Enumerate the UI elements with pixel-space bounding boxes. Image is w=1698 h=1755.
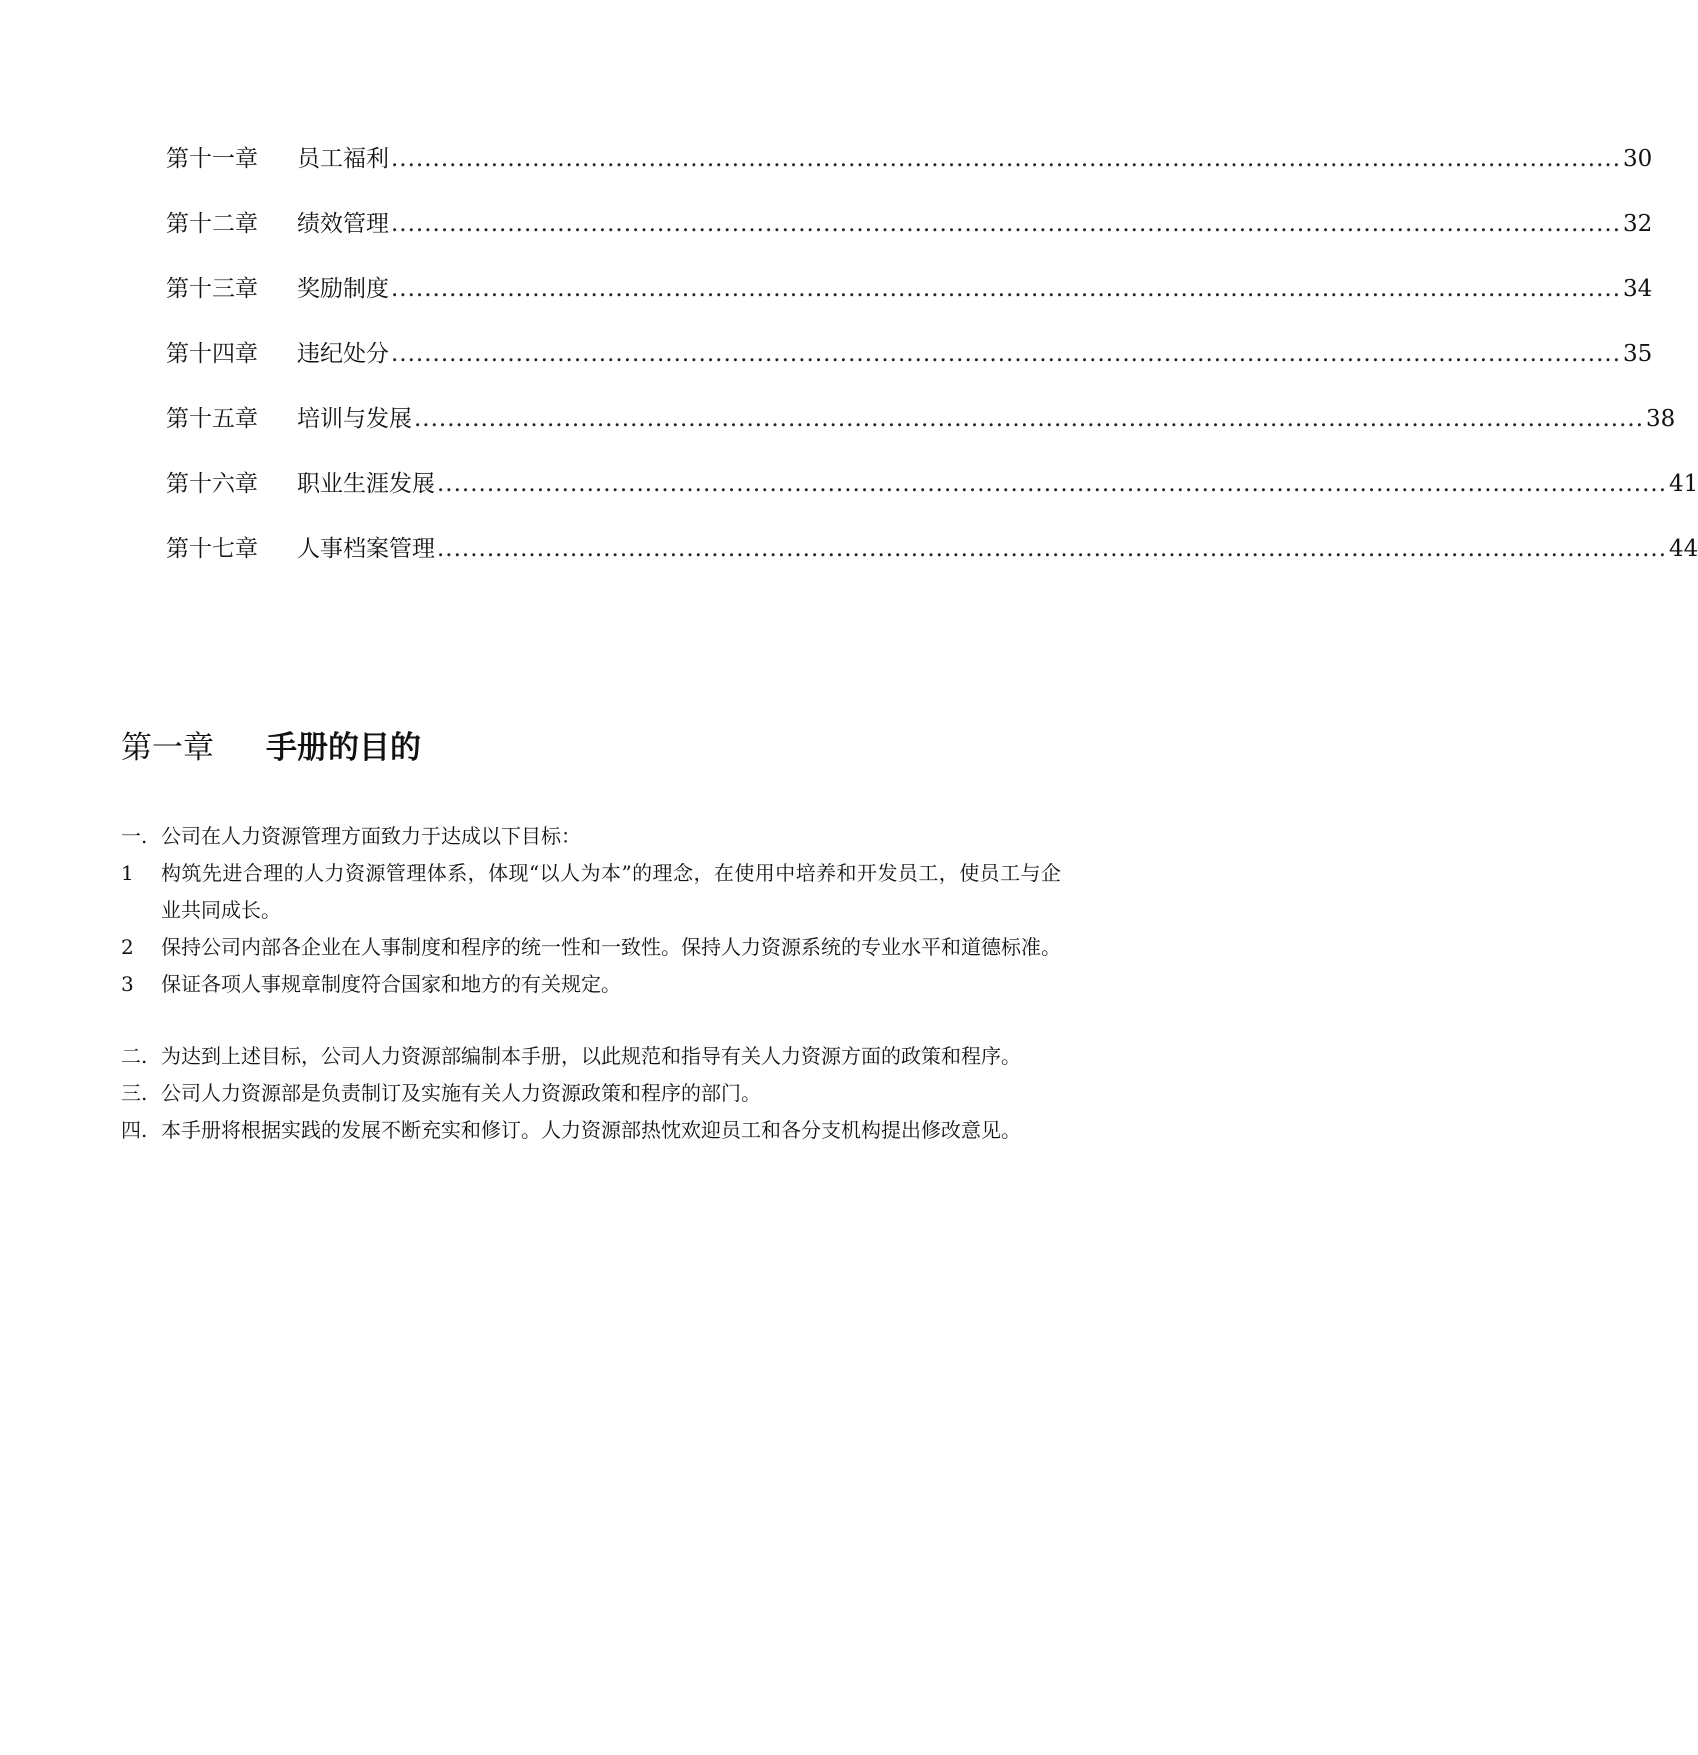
chapter-number: 第一章	[121, 730, 214, 766]
paragraph-text: 为达到上述目标，公司人力资源部编制本手册，以此规范和指导有关人力资源方面的政策和程序。	[161, 1044, 1021, 1068]
toc-page-number: 32	[1623, 211, 1653, 237]
chapter-body	[121, 818, 1061, 1149]
toc-entry	[166, 271, 1653, 336]
paragraph-label: 三.	[121, 1081, 148, 1105]
toc-dot-leader: ....................................................................................................................................................	[414, 406, 1645, 432]
paragraph	[121, 1112, 1061, 1149]
toc-chapter-title: 奖励制度	[297, 276, 389, 302]
toc-page-number: 38	[1646, 406, 1676, 432]
toc-chapter-number: 第十五章	[166, 406, 258, 432]
toc-entry	[166, 531, 1698, 596]
toc-page-number: 34	[1623, 276, 1653, 302]
paragraph-label: 3	[121, 972, 134, 996]
toc-chapter-number: 第十七章	[166, 536, 258, 562]
chapter-title: 手册的目的	[266, 730, 421, 766]
toc-chapter-title: 员工福利	[297, 146, 389, 172]
toc-chapter-title: 绩效管理	[297, 211, 389, 237]
toc-page-number: 44	[1669, 536, 1698, 562]
table-of-contents	[166, 141, 1698, 596]
paragraph-label: 一.	[121, 824, 148, 848]
paragraph-label: 四.	[121, 1118, 148, 1142]
paragraph-spacer	[121, 1003, 1061, 1038]
chapter-heading	[121, 726, 421, 770]
toc-dot-leader: ....................................................................................................................................................	[391, 341, 1622, 367]
paragraph-text: 本手册将根据实践的发展不断充实和修订。人力资源部热忱欢迎员工和各分支机构提出修改意见。	[161, 1118, 1021, 1142]
paragraph	[121, 818, 1061, 855]
toc-dot-leader: ....................................................................................................................................................	[391, 276, 1622, 302]
paragraph-label: 二.	[121, 1044, 148, 1068]
toc-entry	[166, 466, 1698, 531]
toc-dot-leader: ....................................................................................................................................................	[391, 211, 1622, 237]
toc-entry	[166, 141, 1653, 206]
paragraph-text: 公司在人力资源管理方面致力于达成以下目标：	[161, 824, 581, 848]
paragraph	[121, 855, 1061, 929]
paragraph-text: 保证各项人事规章制度符合国家和地方的有关规定。	[161, 972, 621, 996]
toc-page-number: 35	[1623, 341, 1653, 367]
toc-chapter-number: 第十二章	[166, 211, 258, 237]
paragraph	[121, 1075, 1061, 1112]
toc-entry	[166, 336, 1653, 401]
toc-page-number: 41	[1669, 471, 1698, 497]
toc-entry	[166, 206, 1653, 271]
paragraph	[121, 929, 1061, 966]
toc-dot-leader: ....................................................................................................................................................	[437, 471, 1668, 497]
paragraph-text: 构筑先进合理的人力资源管理体系，体现“以人为本”的理念，在使用中培养和开发员工，使员工与企业共同成长。	[161, 861, 1061, 922]
paragraph	[121, 1038, 1061, 1075]
toc-chapter-title: 职业生涯发展	[297, 471, 435, 497]
toc-dot-leader: ....................................................................................................................................................	[391, 146, 1622, 172]
toc-chapter-title: 培训与发展	[297, 406, 412, 432]
toc-chapter-number: 第十四章	[166, 341, 258, 367]
toc-chapter-title: 人事档案管理	[297, 536, 435, 562]
toc-dot-leader: ....................................................................................................................................................	[437, 536, 1668, 562]
toc-chapter-number: 第十一章	[166, 146, 258, 172]
paragraph-text: 保持公司内部各企业在人事制度和程序的统一性和一致性。保持人力资源系统的专业水平和道德标准。	[161, 935, 1061, 959]
toc-chapter-title: 违纪处分	[297, 341, 389, 367]
toc-chapter-number: 第十三章	[166, 276, 258, 302]
toc-page-number: 30	[1623, 146, 1653, 172]
paragraph	[121, 966, 1061, 1003]
paragraph-label: 2	[121, 935, 134, 959]
paragraph-label: 1	[121, 861, 134, 885]
toc-entry	[166, 401, 1676, 466]
toc-chapter-number: 第十六章	[166, 471, 258, 497]
paragraph-text: 公司人力资源部是负责制订及实施有关人力资源政策和程序的部门。	[161, 1081, 761, 1105]
